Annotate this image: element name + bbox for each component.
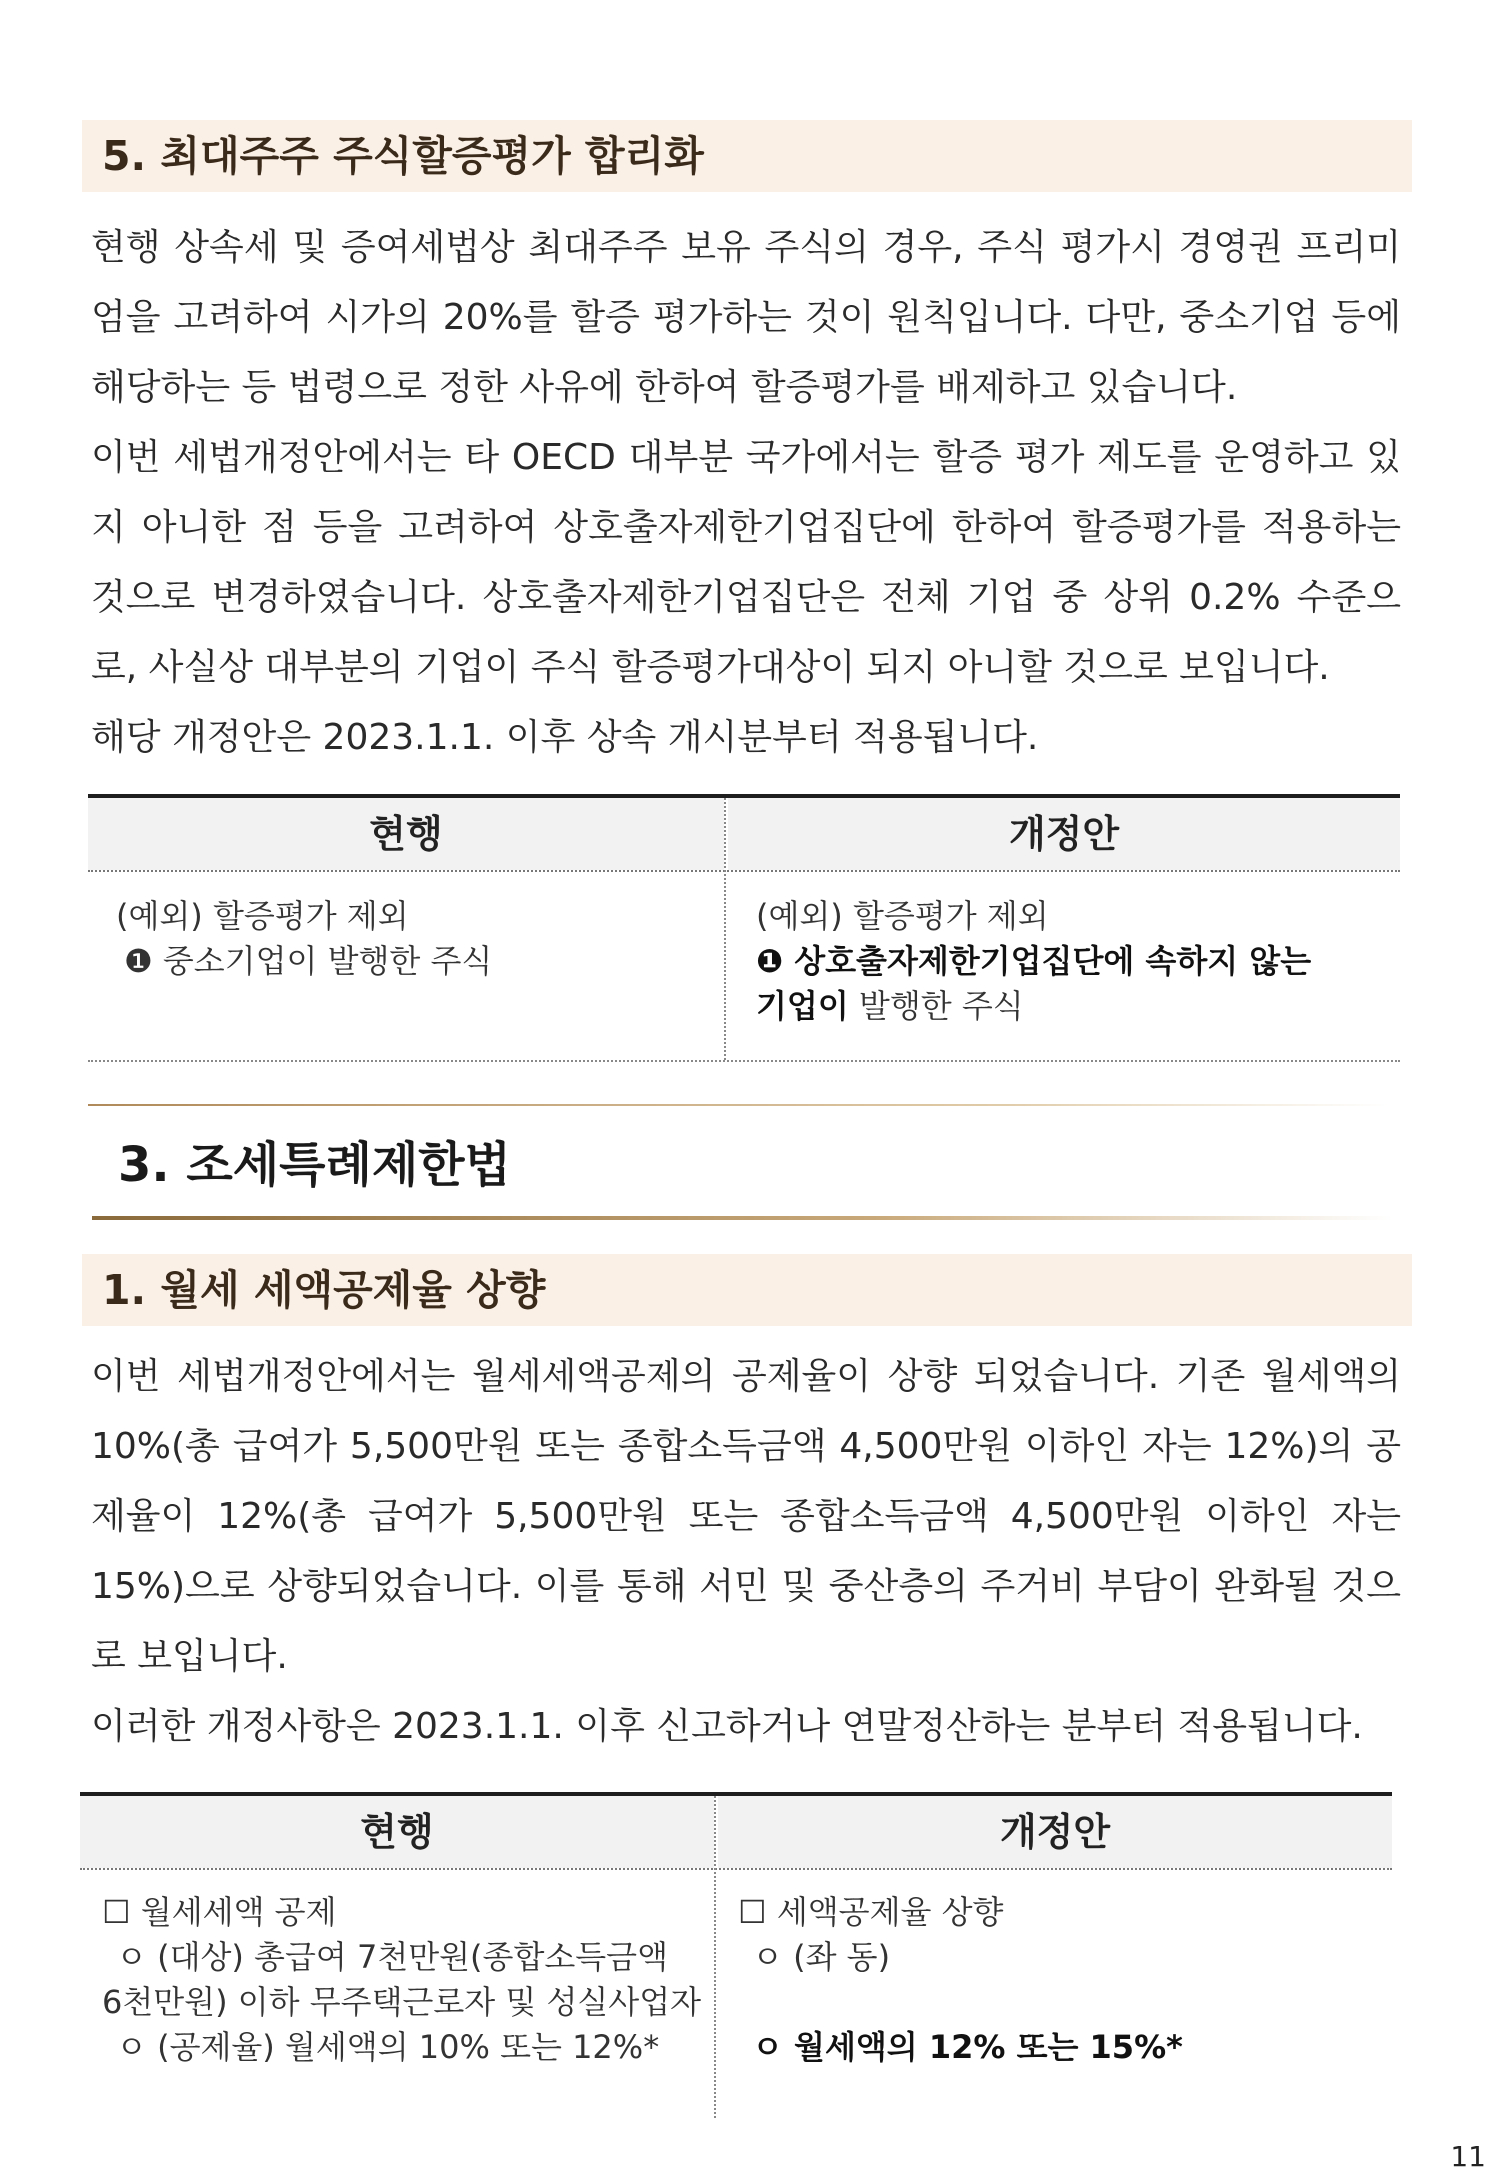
- table-column-divider: [724, 798, 726, 1060]
- comparison-table-inheritance: [88, 794, 1400, 1064]
- page-number: 11: [1450, 2140, 1486, 2173]
- table-header-revised: 개정안: [718, 1796, 1392, 1868]
- table-header-current: 현행: [88, 798, 724, 870]
- table-bottom-rule: [88, 1060, 1400, 1062]
- cell-line: ☐ 월세세액 공제: [102, 1893, 337, 1931]
- cell-text-bold: 기업이: [756, 987, 849, 1025]
- cell-text: 발행한 주식: [848, 987, 1024, 1025]
- chapter-bottom-rule: [92, 1216, 1392, 1220]
- cell-line: ㅇ (대상) 총급여 7천만원(종합소득금액: [116, 1938, 669, 1976]
- cell-line: ㅇ (좌 동): [752, 1938, 891, 1976]
- section5-body: [91, 213, 1401, 773]
- cell-line: (예외) 할증평가 제외: [116, 897, 409, 935]
- table-cell-current: [116, 894, 492, 984]
- table-cell-revised: [738, 1890, 1183, 2070]
- paragraph: 이번 세법개정안에서는 타 OECD 대부분 국가에서는 할증 평가 제도를 운영하고 있지 아니한 점 등을 고려하여 상호출자제한기업집단에 한하여 할증평가를 적용하는 것으로 변경하였습니다. 상호출자제한기업집단은 전체 기업 중 상위 0.2% 수준으로, 사실상 대부분의 기업이 주식 할증평가대상이 되지 아니할 것으로 보입니다.: [91, 437, 1401, 688]
- chapter-top-rule: [88, 1104, 1388, 1106]
- cell-line-bold: ㅇ 월세액의 12% 또는 15%*: [752, 2028, 1183, 2066]
- table-header-revised: 개정안: [728, 798, 1400, 870]
- section-heading: 5. 최대주주 주식할증평가 합리화: [82, 120, 1412, 192]
- table-header-current: 현행: [80, 1796, 714, 1868]
- paragraph: 해당 개정안은 2023.1.1. 이후 상속 개시분부터 적용됩니다.: [91, 717, 1039, 758]
- cell-line: 6천만원) 이하 무주택근로자 및 성실사업자: [102, 1983, 702, 2021]
- table-column-divider: [714, 1796, 716, 2118]
- table-cell-current: [102, 1890, 701, 2070]
- chapter-heading: 3. 조세특례제한법: [118, 1137, 511, 1193]
- cell-line: ☐ 세액공제율 상향: [738, 1893, 1004, 1931]
- paragraph: 이러한 개정사항은 2023.1.1. 이후 신고하거나 연말정산하는 분부터 적용됩니다.: [91, 1706, 1363, 1747]
- cell-line: ㅇ (공제율) 월세액의 10% 또는 12%*: [116, 2028, 660, 2066]
- cell-line: (예외) 할증평가 제외: [756, 897, 1049, 935]
- paragraph: 이번 세법개정안에서는 월세세액공제의 공제율이 상향 되었습니다. 기존 월세액의 10%(총 급여가 5,500만원 또는 종합소득금액 4,500만원 이하인 자는 12%)의 공제율이 12%(총 급여가 5,500만원 또는 종합소득금액 4,500만원 이하인 자는 15%)으로 상향되었습니다. 이를 통해 서민 및 중산층의 주거비 부담이 완화될 것으로 보입니다.: [91, 1356, 1401, 1677]
- section1-body: [91, 1342, 1401, 1762]
- paragraph: 현행 상속세 및 증여세법상 최대주주 보유 주식의 경우, 주식 평가시 경영권 프리미엄을 고려하여 시가의 20%를 할증 평가하는 것이 원칙입니다. 다만, 중소기업 등에 해당하는 등 법령으로 정한 사유에 한하여 할증평가를 배제하고 있습니다.: [91, 227, 1401, 408]
- section-heading: 1. 월세 세액공제율 상향: [82, 1254, 1412, 1326]
- cell-line: ❶ 중소기업이 발행한 주식: [124, 942, 493, 980]
- cell-line-bold: ❶ 상호출자제한기업집단에 속하지 않는: [756, 942, 1312, 980]
- table-header-divider: [88, 870, 1400, 872]
- table-cell-revised: [756, 894, 1311, 1029]
- comparison-table-rent: [80, 1792, 1392, 2122]
- table-header-divider: [80, 1868, 1392, 1870]
